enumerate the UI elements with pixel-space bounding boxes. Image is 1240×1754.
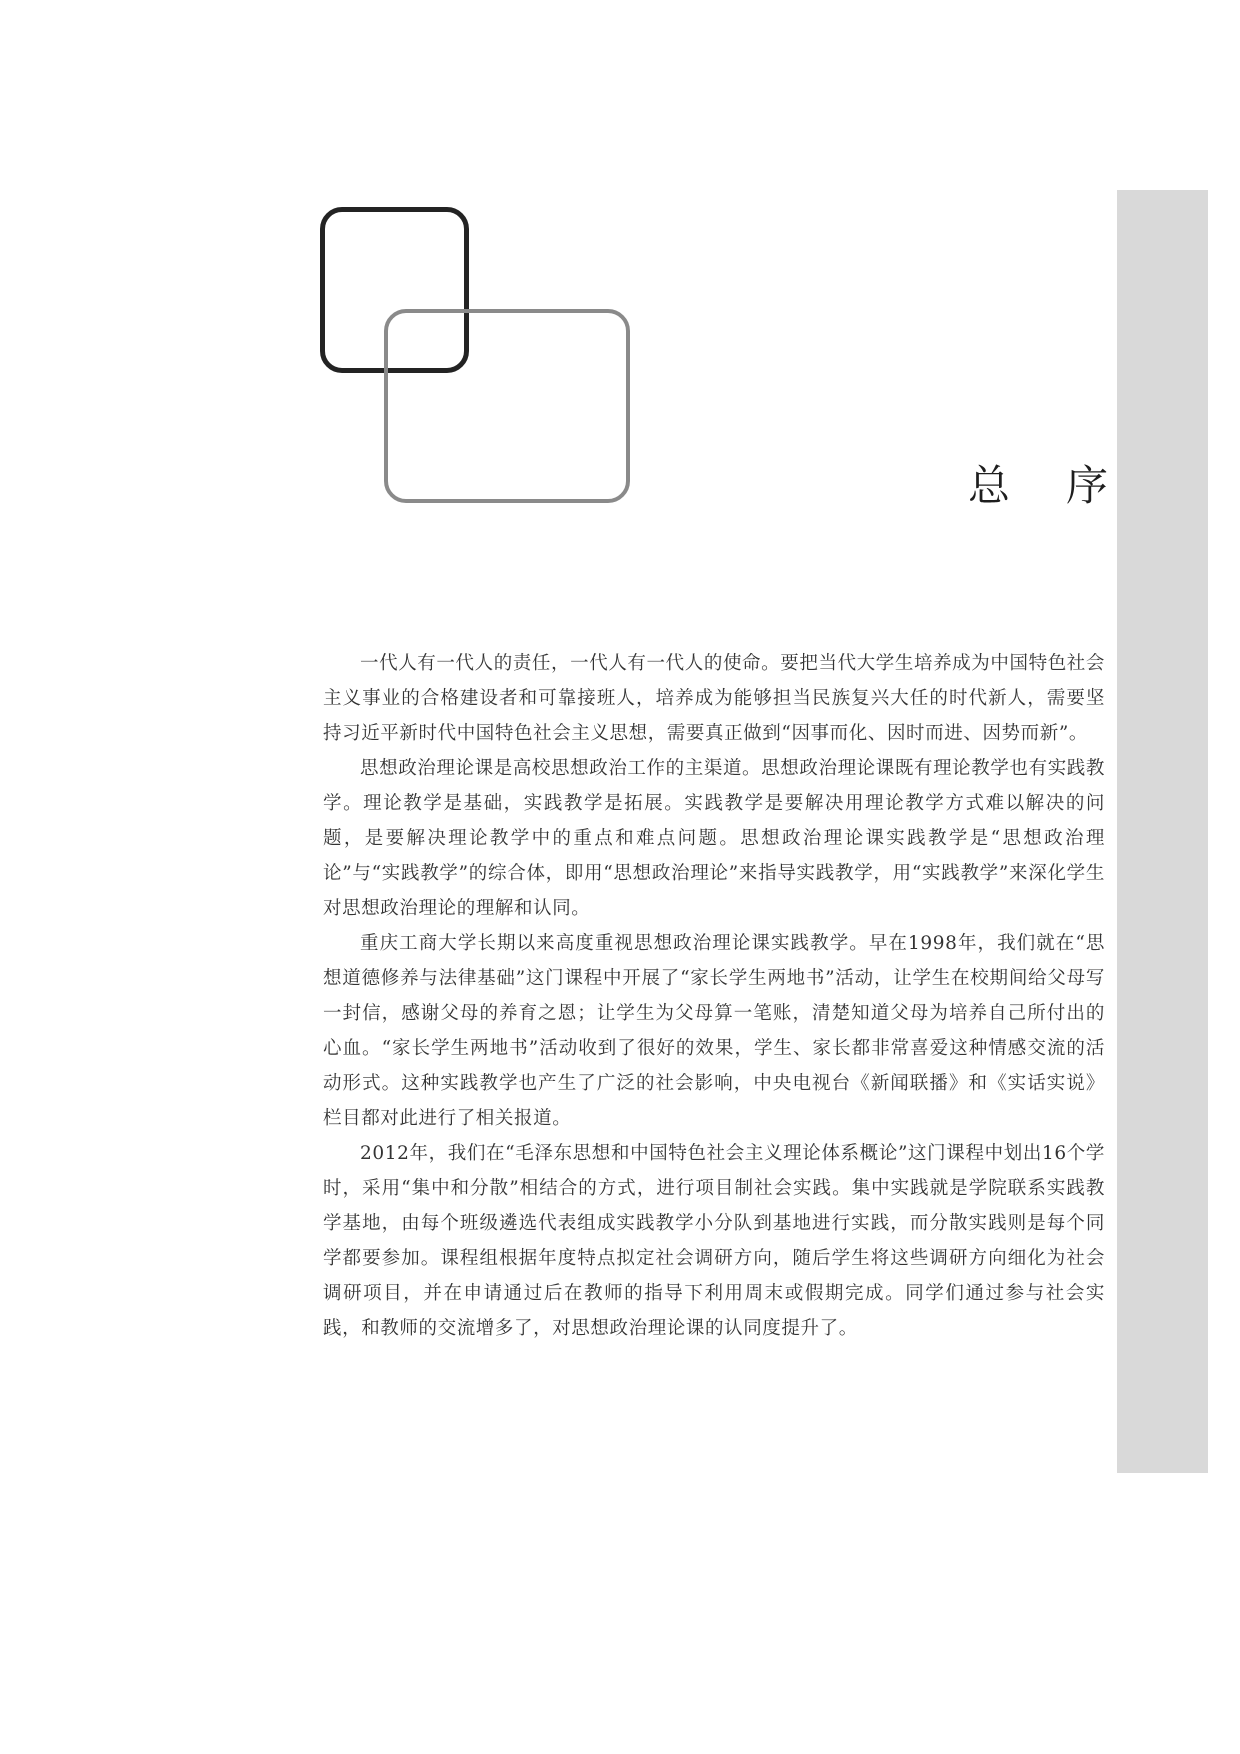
gray-rounded-square	[384, 309, 630, 503]
page-title-char-2: 序	[1065, 461, 1108, 510]
page-title	[968, 453, 1108, 513]
paragraph-3: 重庆工商大学长期以来高度重视思想政治理论课实践教学。早在1998年，我们就在“思想道德修养与法律基础”这门课程中开展了“家长学生两地书”活动，让学生在校期间给父母写一封信，感谢父母的养育之恩；让学生为父母算一笔账，清楚知道父母为培养自己所付出的心血。“家长学生两地书”活动收到了很好的效果，学生、家长都非常喜爱这种情感交流的活动形式。这种实践教学也产生了广泛的社会影响，中央电视台《新闻联播》和《实话实说》栏目都对此进行了相关报道。	[323, 933, 1105, 1129]
preface-body	[323, 646, 1105, 1346]
page-title-char-1: 总	[968, 461, 1011, 510]
paragraph-2: 思想政治理论课是高校思想政治工作的主渠道。思想政治理论课既有理论教学也有实践教学。理论教学是基础，实践教学是拓展。实践教学是要解决用理论教学方式难以解决的问题，是要解决理论教学中的重点和难点问题。思想政治理论课实践教学是“思想政治理论”与“实践教学”的综合体，即用“思想政治理论”来指导实践教学，用“实践教学”来深化学生对思想政治理论的理解和认同。	[323, 758, 1105, 919]
side-decorative-band	[1117, 190, 1208, 1473]
paragraph-4: 2012年，我们在“毛泽东思想和中国特色社会主义理论体系概论”这门课程中划出16个学时，采用“集中和分散”相结合的方式，进行项目制社会实践。集中实践就是学院联系实践教学基地，由每个班级遴选代表组成实践教学小分队到基地进行实践，而分散实践则是每个同学都要参加。课程组根据年度特点拟定社会调研方向，随后学生将这些调研方向细化为社会调研项目，并在申请通过后在教师的指导下利用周末或假期完成。同学们通过参与社会实践，和教师的交流增多了，对思想政治理论课的认同度提升了。	[323, 1143, 1105, 1339]
paragraph-1: 一代人有一代人的责任，一代人有一代人的使命。要把当代大学生培养成为中国特色社会主义事业的合格建设者和可靠接班人，培养成为能够担当民族复兴大任的时代新人，需要坚持习近平新时代中国特色社会主义思想，需要真正做到“因事而化、因时而进、因势而新”。	[323, 653, 1105, 744]
overlapping-squares-ornament	[318, 204, 633, 506]
